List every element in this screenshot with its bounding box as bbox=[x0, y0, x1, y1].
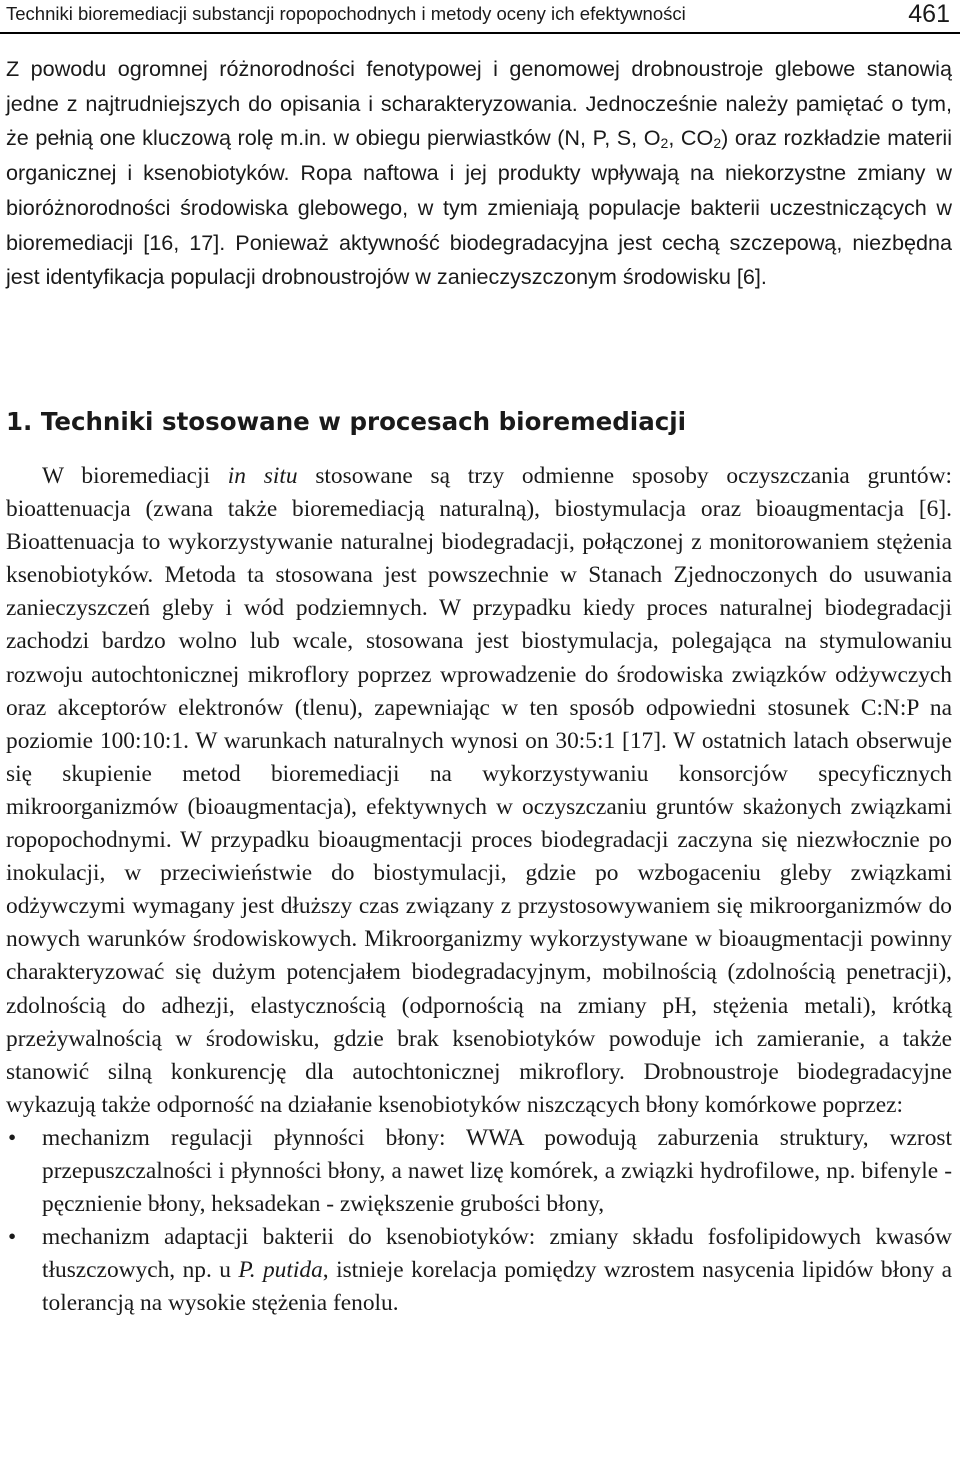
list-item-text: mechanizm regulacji płynności błony: WWA powodują zaburzenia struktury, wzrost przepuszczalności i płynności błony, a nawet lizę komórek, a związki hydrofilowe, np. bifenyle - pęcznienie błony, heksadekan - zwiększenie grubości błony, bbox=[42, 1124, 952, 1218]
italic-species: P. putida bbox=[238, 1257, 323, 1284]
section-heading: 1. Techniki stosowane w procesach bioremediacji bbox=[6, 407, 687, 436]
running-header bbox=[6, 0, 954, 30]
bullet-list bbox=[6, 1122, 952, 1321]
subscript-2: 2 bbox=[660, 135, 669, 152]
intro-text-2: , CO bbox=[668, 125, 714, 151]
body-text-1: W bioremediacji bbox=[42, 463, 228, 489]
intro-paragraph bbox=[6, 52, 952, 295]
intro-text-1: Z powodu ogromnej różnorodności fenotypowej i genomowej drobnoustroje glebowe stanowią jedne z najtrudniejszych do opisania i scharakteryzowania. Jednocześnie należy pamiętać o tym, że pełnią one kluczową rolę m.in. w obiegu pierwiastków (N, P, S, O bbox=[6, 56, 952, 151]
bullet-icon: • bbox=[8, 1224, 17, 1251]
list-item-text: mechanizm adaptacji bakterii do ksenobiotyków: zmiany składu fosfolipidowych kwasów tłuszczowych, np. u bbox=[42, 1224, 952, 1284]
running-title: Techniki bioremediacji substancji ropopochodnych i metody oceny ich efektywności bbox=[6, 3, 686, 24]
intro-text-3: ) oraz rozkładzie materii organicznej i ksenobiotyków. Ropa naftowa i jej produkty wpływają na niekorzystne zmiany w bioróżnorodności środowiska glebowego, w tym zmieniają populacje bakterii uczestniczących w bioremediacji [16, 17]. Ponieważ aktywność biodegradacyjna jest cechą szczepową, niezbędna jest identyfikacja populacji drobnoustrojów w zanieczyszczonym środowisku [6]. bbox=[6, 125, 953, 290]
page-number: 461 bbox=[908, 0, 950, 28]
body-text-2: stosowane są trzy odmienne sposoby oczyszczania gruntów: bioattenuacja (zwana także bioremediacją naturalną), biostymulacja oraz bioaugmentacja [6]. Bioattenuacja to wykorzystywanie naturalnej biodegradacji, połączonej z monitorowaniem stężenia ksenobiotyków. Metoda ta stosowana jest powszechnie w Stanach Zjednoczonych do usuwania zanieczyszczeń gleby i wód podziemnych. W przypadku kiedy proces naturalnej biodegradacji zachodzi bardzo wolno lub wcale, stosowana jest biostymulacja, polegająca na stymulowaniu rozwoju autochtonicznej mikroflory poprzez wprowadzenie do środowiska związków odżywczych oraz akceptorów elektronów (tlenu), zapewniając w ten sposób odpowiedni stosunek C:N:P na poziomie 100:10:1. W warunkach naturalnych wynosi on 30:5:1 [17]. W ostatnich latach obserwuje się skupienie metod bioremediacji na wykorzystywaniu konsorcjów specyficznych mikroorganizmów (bioaugmentacja), efektywnych w oczyszczaniu gruntów skażonych związkami ropopochodnymi. W przypadku bioaugmentacji proces biodegradacji zaczyna się niezwłocznie po inokulacji, w przeciwieństwie do biostymulacji, gdzie po wzbogaceniu gleby związkami odżywczymi wymagany jest dłuższy czas związany z przystosowywaniem się mikroorganizmów do nowych warunków środowiskowych. Mikroorganizmy wykorzystywane w bioaugmentacji powinny charakteryzować się dużym potencjałem biodegradacyjnym, mobilnością (zdolnością penetracji), zdolnością do adhezji, elastycznością (odpornością na zmiany pH, stężenia metali), krótką przeżywalnością w środowisku, gdzie brak ksenobiotyków powoduje ich zamieranie, a także stanowić silną konkurencję dla autochtonicznej mikroflory. Drobnoustroje biodegradacyjne wykazują także odporność na działanie ksenobiotyków niszczących błony komórkowe poprzez: bbox=[6, 463, 952, 1118]
section-body bbox=[6, 460, 952, 1320]
list-item bbox=[6, 1221, 952, 1320]
list-item bbox=[6, 1122, 952, 1221]
bullet-icon: • bbox=[8, 1124, 17, 1151]
italic-term: in situ bbox=[227, 463, 298, 489]
list-item-text-end: , istnieje korelacja pomiędzy wzrostem nasycenia lipidów błony a tolerancją na wysokie stężenia fenolu. bbox=[42, 1257, 952, 1317]
header-rule bbox=[0, 32, 960, 34]
subscript-2: 2 bbox=[713, 135, 722, 152]
body-paragraph bbox=[6, 460, 952, 1122]
